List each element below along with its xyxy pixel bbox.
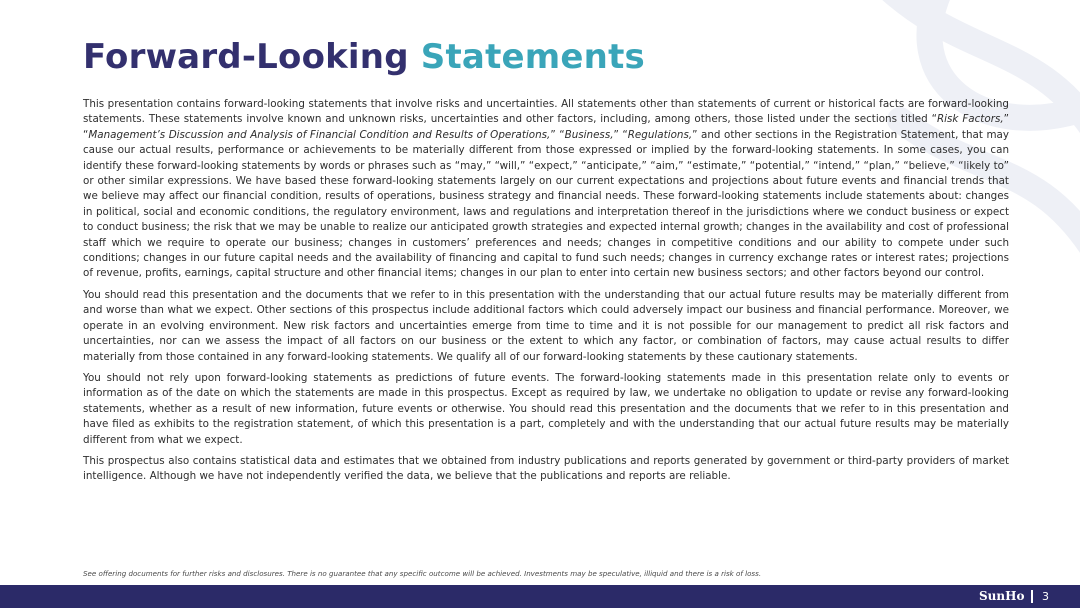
paragraph-no-reliance: You should not rely upon forward-looking statements as predictions of future events. The forward-looking statements made in this presentation relate only to events or information as of the date on which the statements are made in this prospectus. Except as required by law, we undertake no obligation to update or revise any forward-looking statements, whether as a result of new information, future events or otherwise. You should read this presentation and the documents that we refer to in this presentation and have filed as exhibits to the registration statement, of which this presentation is a part, completely and with the understanding that our actual future results may be materially different from what we expect. <box>83 371 1009 446</box>
page-title <box>83 39 645 76</box>
paragraph-1-text-e: ” “ <box>550 128 565 141</box>
mdna-title: Management’s Discussion and Analysis of Financial Condition and Results of Operations, <box>88 128 551 141</box>
disclaimer-note: See offering documents for further risks and disclosures. There is no guarantee that any specific outcome will be achieved. Investments may be speculative, illiquid and there is a risk of loss. <box>83 569 762 578</box>
paragraph-read-presentation: You should read this presentation and the documents that we refer to in this presentation with the understanding that our actual future results may be materially different from and worse than what we expect. Other sections of this prospectus include additional factors which could adversely impact our business and financial performance. Moreover, we operate in an evolving environment. New risk factors and uncertainties emerge from time to time and it is not possible for our management to predict all risk factors and uncertainties, nor can we assess the impact of all factors on our business or the extent to which any factor, or combination of factors, may cause actual results to differ materially from those contained in any forward-looking statements. We qualify all of our forward-looking statements by these cautionary statements. <box>83 288 1009 363</box>
business-title: Business, <box>564 128 614 141</box>
paragraph-risk-factors <box>83 97 1009 282</box>
paragraph-1-text-c: ” “ <box>83 113 1009 141</box>
footer-bar <box>0 585 1080 608</box>
paragraph-1-text-i: ” and other sections in the Registration Statement, that may cause our actual results, performance or achievements to be materially different from those expressed or implied by the forward-looking statements. In some cases, you can identify these forward-looking statements by words or phrases such as “may,” “will,” “expect,” “anticipate,” “aim,” “estimate,” “potential,” “intend,” “plan,” “believe,” “likely to” or other similar expressions. We have based these forward-looking statements largely on our current expectations and projections about future events and financial trends that we believe may affect our financial condition, results of operations, business strategy and financial needs. These forward-looking statements include statements about: changes in political, social and economic conditions, the regulatory environment, laws and regulations and interpretation thereof in the jurisdictions where we conduct business or expect to conduct business; the risk that we may be unable to realize our anticipated growth strategies and expected internal growth; changes in the availability and cost of professional staff which we require to operate our business; changes in customers’ preferences and needs; changes in competitive conditions and our ability to compete under such conditions; changes in our future capital needs and the availability of financing and capital to fund such needs; changes in currency exchange rates or interest rates; projections of revenue, profits, earnings, capital structure and other financial items; changes in our plan to enter into certain new business sectors; and other factors beyond our control. <box>83 128 1009 280</box>
footer-divider <box>1031 590 1033 603</box>
regulations-title: Regulations, <box>627 128 693 141</box>
page-number: 3 <box>1042 590 1049 603</box>
title-part-1: Forward-Looking <box>83 37 409 77</box>
title-part-2: Statements <box>420 37 645 77</box>
risk-factors-title: Risk Factors, <box>936 113 1004 126</box>
paragraph-statistical-data: This prospectus also contains statistical data and estimates that we obtained from industry publications and reports generated by government or third-party providers of market intelligence. Although we have not independently verified the data, we believe that the publications and reports are reliable. <box>83 454 1009 483</box>
paragraph-1-text-g: ” “ <box>613 128 628 141</box>
paragraph-1-text-a: This presentation contains forward-looking statements that involve risks and uncertainties. All statements other than statements of current or historical facts are forward-looking statements. These statements involve known and unknown risks, uncertainties and other factors, including, among others, those listed under the sections titled “ <box>83 98 1009 126</box>
statement-body <box>83 97 1009 491</box>
brand-logo: SunHo <box>979 589 1025 603</box>
